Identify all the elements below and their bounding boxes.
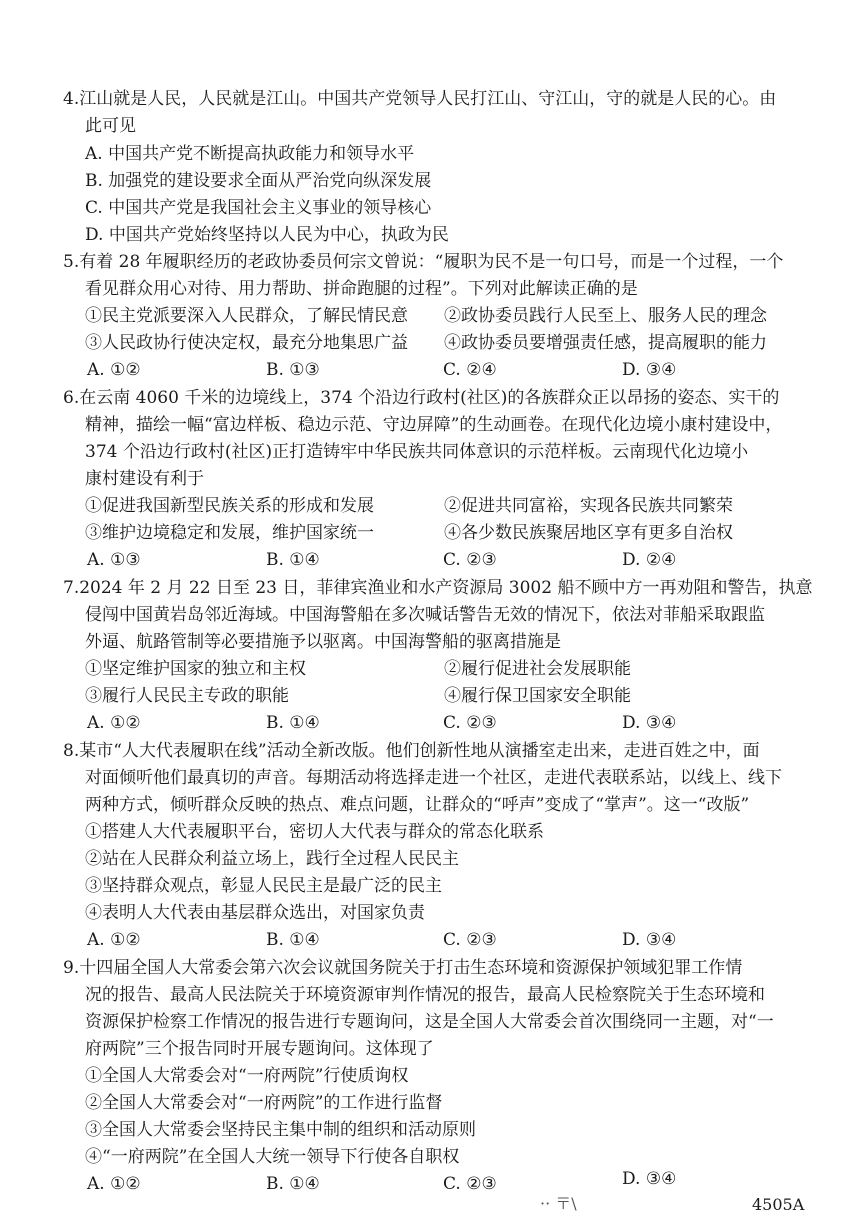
option-d: D. 中国共产党始终坚持以人民为中心，执政为民: [85, 225, 449, 245]
choice-a: A. ①②: [87, 360, 141, 380]
choice-c: C. ②④: [443, 360, 497, 380]
statement-item: ②促进共同富裕，实现各民族共同繁荣: [444, 496, 733, 516]
choice-b: B. ①④: [266, 930, 320, 950]
question-stem: 府两院”三个报告同时开展专题询问。这体现了: [85, 1039, 434, 1059]
choice-d: D. ③④: [622, 360, 677, 380]
question-stem: 对面倾听他们最真切的声音。每期活动将选择走进一个社区，走进代表联系站，以线上、线下: [85, 768, 782, 788]
statement-item: ②全国人大常委会对“一府两院”的工作进行监督: [85, 1093, 443, 1113]
statement-item: ①全国人大常委会对“一府两院”行使质询权: [85, 1066, 409, 1086]
question-stem: 资源保护检察工作情况的报告进行专题询问，这是全国人大常委会首次围绕同一主题，对“一: [85, 1012, 774, 1032]
choice-b: B. ①③: [266, 360, 320, 380]
statement-item: ②站在人民群众利益立场上，践行全过程人民民主: [85, 849, 459, 869]
statement-item: ③全国人大常委会坚持民主集中制的组织和活动原则: [85, 1120, 476, 1140]
statement-item: ③人民政协行使决定权，最充分地集思广益: [85, 333, 408, 353]
question-stem: 精神，描绘一幅“富边样板、稳边示范、守边屏障”的生动画卷。在现代化边境小康村建设中，: [85, 415, 783, 435]
choice-b: B. ①④: [266, 1174, 320, 1194]
option-b: B. 加强党的建设要求全面从严治党向纵深发展: [85, 171, 432, 191]
statement-item: ①搭建人大代表履职平台，密切人大代表与群众的常态化联系: [85, 822, 544, 842]
choice-b: B. ①④: [266, 550, 320, 570]
question-stem: 侵闯中国黄岩岛邻近海域。中国海警船在多次喊话警告无效的情况下，依法对菲船采取跟监: [85, 605, 765, 625]
question-stem: 4.江山就是人民，人民就是江山。中国共产党领导人民打江山、守江山，守的就是人民的心。由: [63, 89, 777, 109]
statement-item: ①坚定维护国家的独立和主权: [85, 659, 306, 679]
question-stem: 康村建设有利于: [85, 469, 204, 489]
question-stem: 两种方式，倾听群众反映的热点、难点问题，让群众的“呼声”变成了“掌声”。这一“改版”: [85, 795, 750, 815]
statement-item: ④各少数民族聚居地区享有更多自治权: [444, 523, 733, 543]
choice-a: A. ①③: [87, 550, 141, 570]
statement-item: ②政协委员践行人民至上、服务人民的理念: [444, 306, 767, 326]
question-stem: 外逼、航路管制等必要措施予以驱离。中国海警船的驱离措施是: [85, 632, 561, 652]
option-a: A. 中国共产党不断提高执政能力和领导水平: [85, 144, 415, 164]
choice-a: A. ①②: [87, 713, 141, 733]
question-stem: 8.某市“人大代表履职在线”活动全新改版。他们创新性地从演播室走出来，走进百姓之中，面: [63, 741, 760, 761]
question-stem: 7.2024 年 2 月 22 日至 23 日，菲律宾渔业和水产资源局 3002 船不顾中方一再劝阻和警告，执意: [63, 578, 813, 598]
statement-item: ④“一府两院”在全国人大统一领导下行使各自职权: [85, 1147, 460, 1167]
choice-d: D. ③④: [622, 930, 677, 950]
question-stem: 此可见: [85, 116, 136, 136]
question-stem: 看见群众用心对待、用力帮助、拼命跑腿的过程”。下列对此解读正确的是: [85, 279, 638, 299]
page-mark: ·· 〒\: [540, 1194, 577, 1213]
question-stem: 374 个沿边行政村(社区)正打造铸牢中华民族共同体意识的示范样板。云南现代化边境小: [85, 442, 749, 462]
statement-item: ③坚持群众观点，彰显人民民主是最广泛的民主: [85, 876, 442, 896]
choice-c: C. ②③: [443, 713, 497, 733]
choice-c: C. ②③: [443, 1174, 497, 1194]
question-stem: 9.十四届全国人大常委会第六次会议就国务院关于打击生态环境和资源保护领域犯罪工作情: [63, 958, 743, 978]
choice-a: A. ①②: [87, 1174, 141, 1194]
question-stem: 况的报告、最高人民法院关于环境资源审判作情况的报告，最高人民检察院关于生态环境和: [85, 985, 765, 1005]
exam-code: 4505A: [752, 1195, 805, 1214]
choice-d: D. ③④: [622, 1169, 677, 1189]
choice-b: B. ①④: [266, 713, 320, 733]
option-c: C. 中国共产党是我国社会主义事业的领导核心: [85, 198, 432, 218]
statement-item: ①民主党派要深入人民群众，了解民情民意: [85, 306, 408, 326]
question-stem: 6.在云南 4060 千米的边境线上，374 个沿边行政村(社区)的各族群众正以昂扬的姿态、实干的: [63, 388, 780, 408]
statement-item: ②履行促进社会发展职能: [444, 659, 631, 679]
choice-c: C. ②③: [443, 930, 497, 950]
choice-d: D. ③④: [622, 713, 677, 733]
choice-a: A. ①②: [87, 930, 141, 950]
choice-c: C. ②③: [443, 550, 497, 570]
question-stem: 5.有着 28 年履职经历的老政协委员何宗文曾说：“履职为民不是一句口号，而是一个过程，一个: [63, 252, 784, 272]
statement-item: ③履行人民民主专政的职能: [85, 686, 289, 706]
statement-item: ③维护边境稳定和发展，维护国家统一: [85, 523, 374, 543]
statement-item: ④表明人大代表由基层群众选出，对国家负责: [85, 903, 425, 923]
choice-d: D. ②④: [622, 550, 677, 570]
statement-item: ①促进我国新型民族关系的形成和发展: [85, 496, 374, 516]
statement-item: ④履行保卫国家安全职能: [444, 686, 631, 706]
statement-item: ④政协委员要增强责任感，提高履职的能力: [444, 333, 767, 353]
